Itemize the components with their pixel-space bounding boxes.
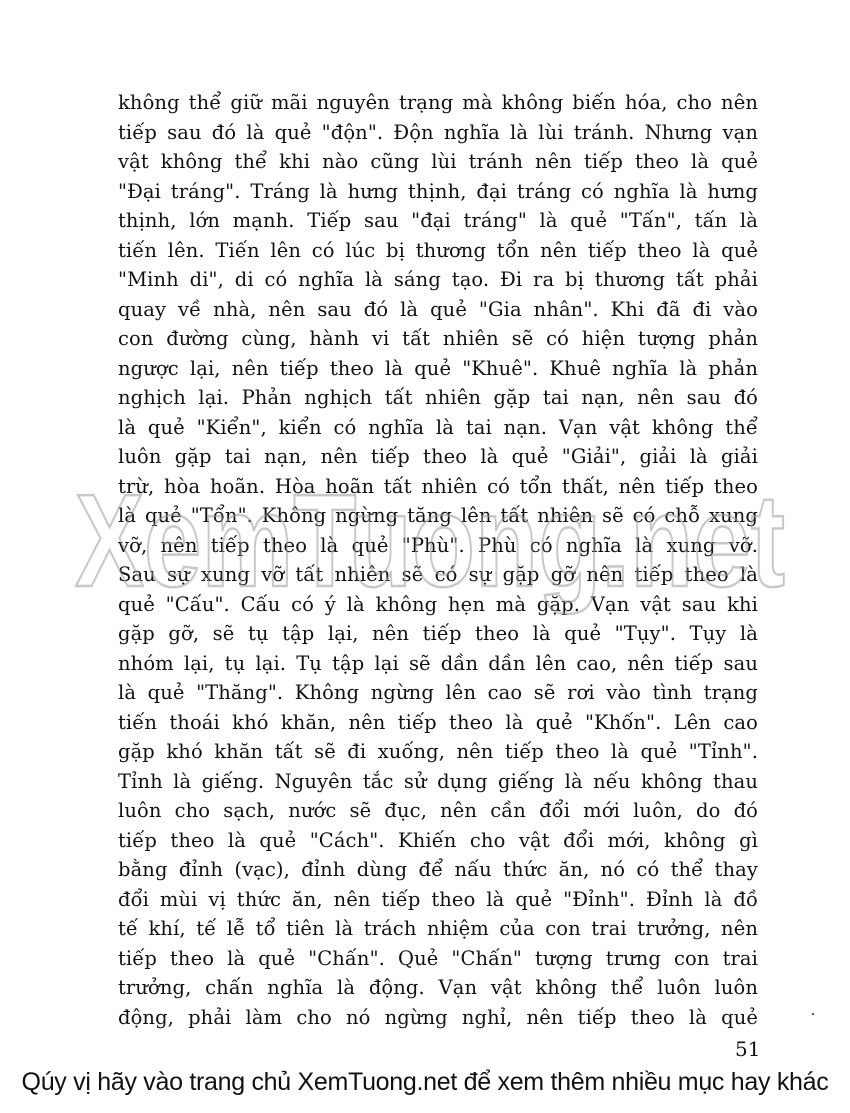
text-line: ngược lại, nên tiếp theo là quẻ "Khuê". Khuê nghĩa là phản (118, 356, 758, 380)
text-line: tiến lên. Tiến lên có lúc bị thương tổn nên tiếp theo là quẻ (118, 238, 758, 262)
text-line: vỡ, nên tiếp theo là quẻ "Phù". Phù có nghĩa là xung vỡ. (118, 533, 758, 557)
text-line: tiến thoái khó khăn, nên tiếp theo là quẻ "Khốn". Lên cao (118, 710, 758, 734)
text-line: "Minh di", di có nghĩa là sáng tạo. Đi ra bị thương tất phải (118, 268, 758, 291)
page-number: 51 (735, 1037, 761, 1061)
scan-speck (812, 1013, 814, 1015)
text-line: Sau sự xung vỡ tất nhiên sẽ có sự gặp gỡ nên tiếp theo là (118, 563, 758, 586)
text-line: trưởng, chấn nghĩa là động. Vạn vật không thể luôn luôn (118, 976, 758, 999)
text-line: nghịch lại. Phản nghịch tất nhiên gặp tai nạn, nên sau đó (118, 386, 758, 409)
text-line: là quẻ "Tổn". Không ngừng tăng lên tất nhiên sẽ có chỗ xung (118, 504, 758, 527)
text-line: nhóm lại, tụ lại. Tụ tập lại sẽ dần dần lên cao, nên tiếp sau (118, 651, 758, 675)
footer-banner: Qúy vị hãy vào trang chủ XemTuong.net để xem thêm nhiều mục hay khác (21, 1068, 829, 1096)
text-line: là quẻ "Kiển", kiển có nghĩa là tai nạn. Vạn vật không thể (118, 415, 758, 439)
text-line: không thể giữ mãi nguyên trạng mà không biến hóa, cho nên (118, 91, 758, 114)
text-line: trừ, hòa hoãn. Hòa hoãn tất nhiên có tổn thất, nên tiếp theo (118, 474, 758, 498)
text-line: là quẻ "Thăng". Không ngừng lên cao sẽ rơi vào tình trạng (118, 681, 758, 704)
text-line: gặp gỡ, sẽ tụ tập lại, nên tiếp theo là quẻ "Tụy". Tụy là (118, 622, 758, 645)
text-line: quẻ "Cấu". Cấu có ý là không hẹn mà gặp. Vạn vật sau khi (118, 592, 758, 616)
watermark-text: XemTuong.net (75, 468, 785, 614)
text-line: "Đại tráng". Tráng là hưng thịnh, đại tráng có nghĩa là hưng (118, 179, 758, 203)
text-line: đổi mùi vị thức ăn, nên tiếp theo là quẻ "Đỉnh". Đỉnh là đồ (118, 887, 758, 911)
text-line: tiếp sau đó là quẻ "độn". Độn nghĩa là lùi tránh. Nhưng vạn (118, 120, 758, 144)
text-line: tế khí, tế lễ tổ tiên là trách nhiệm của con trai trưởng, nên (118, 917, 758, 940)
text-line: Tỉnh là giếng. Nguyên tắc sử dụng giếng là nếu không thau (118, 769, 758, 793)
text-line: con đường cùng, hành vi tất nhiên sẽ có hiện tượng phản (118, 327, 758, 350)
text-line: bằng đỉnh (vạc), đỉnh dùng để nấu thức ăn, nó có thể thay (118, 858, 758, 881)
text-line: vật không thể khi nào cũng lùi tránh nên tiếp theo là quẻ (118, 150, 758, 173)
text-line: gặp khó khăn tất sẽ đi xuống, nên tiếp theo là quẻ "Tỉnh". (118, 740, 758, 763)
text-line: luôn cho sạch, nước sẽ đục, nên cần đổi mới luôn, do đó (118, 799, 758, 822)
text-line: luôn gặp tai nạn, nên tiếp theo là quẻ "Giải", giải là giải (118, 445, 758, 468)
text-line: tiếp theo là quẻ "Chấn". Quẻ "Chấn" tượng trưng con trai (118, 946, 758, 970)
text-line: động, phải làm cho nó ngừng nghỉ, nên tiếp theo là quẻ (118, 1005, 758, 1029)
text-line: quay về nhà, nên sau đó là quẻ "Gia nhân". Khi đã đi vào (118, 297, 758, 321)
text-line: tiếp theo là quẻ "Cách". Khiến cho vật đổi mới, không gì (118, 828, 758, 852)
body-text (118, 88, 758, 1032)
text-line: thịnh, lớn mạnh. Tiếp sau "đại tráng" là quẻ "Tấn", tấn là (118, 209, 758, 232)
